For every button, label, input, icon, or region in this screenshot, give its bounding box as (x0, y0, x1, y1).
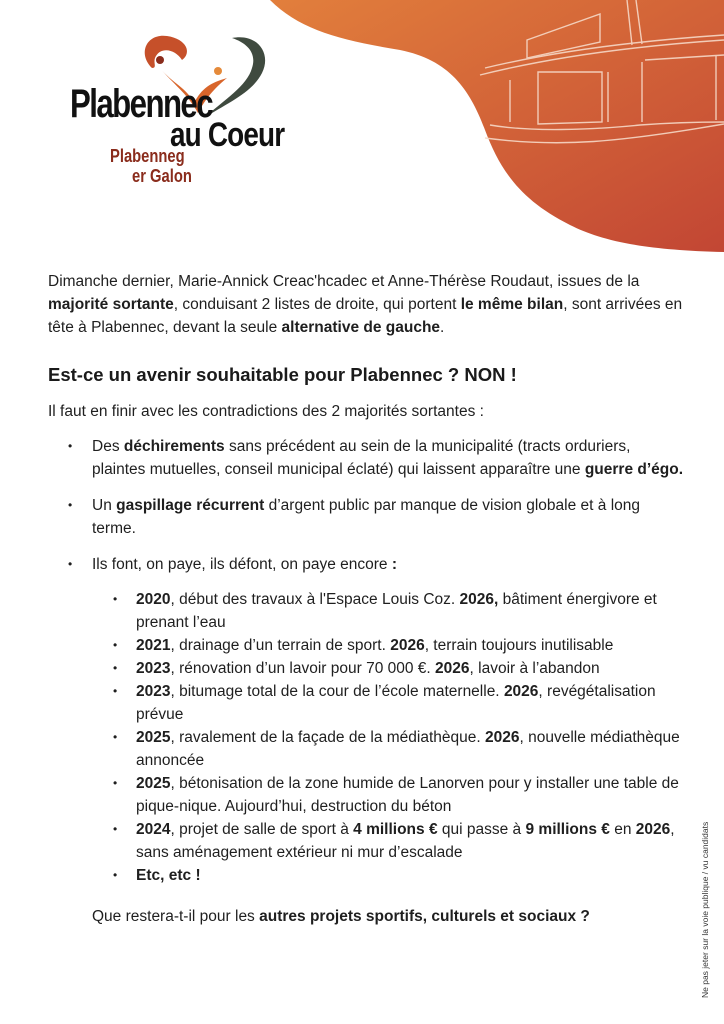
text: . (440, 319, 445, 336)
text: Des (92, 438, 124, 455)
logo-text-plabennec: Plabennec (70, 82, 213, 126)
bold-text: 2026 (390, 637, 425, 654)
bold-text: guerre d’égo. (584, 461, 684, 478)
text: , revégétalisation prévue (136, 683, 656, 723)
text: , sont arrivées en tête à Plabennec, devant la seule (48, 296, 683, 336)
timeline-item (136, 588, 688, 634)
bold-text: majorité sortante (48, 296, 174, 313)
text: d’argent public par manque de vision globale et à long terme. (92, 497, 640, 537)
legal-mention: Ne pas jeter sur la voie publique / vu candidats (700, 821, 710, 998)
bold-text: 4 millions € (353, 821, 438, 838)
logo-text-plabenneg: Plabenneg (110, 146, 185, 166)
text: , lavoir à l’abandon (469, 660, 600, 677)
text: , bétonisation de la zone humide de Lanorven pour y installer une table de pique-nique. Aujourd’hui, destruction du béton (136, 775, 679, 815)
bold-text: le même bilan (460, 296, 564, 313)
text: , projet de salle de sport à (170, 821, 354, 838)
section-title: Est-ce un avenir souhaitable pour Plabennec ? NON ! (48, 364, 517, 385)
timeline-item (136, 864, 688, 887)
closing-question (48, 905, 688, 928)
text: , drainage d’un terrain de sport. (170, 637, 391, 654)
main-list-item-text (92, 556, 397, 573)
text: , conduisant 2 listes de droite, qui portent (173, 296, 461, 313)
bold-text: 2021 (136, 637, 171, 654)
timeline-item (136, 680, 688, 726)
bold-text: 2020 (136, 591, 171, 608)
bold-text: autres projets sportifs, culturels et sociaux ? (259, 908, 590, 925)
lead-paragraph: Il faut en finir avec les contradictions des 2 majorités sortantes : (48, 403, 484, 420)
timeline-item (136, 772, 688, 818)
timeline-list (92, 588, 688, 887)
main-list-item (92, 553, 688, 887)
logo-text-er-galon: er Galon (132, 166, 192, 186)
text: , début des travaux à l'Espace Louis Coz. (170, 591, 460, 608)
text: , ravalement de la façade de la médiathèque. (170, 729, 485, 746)
document-body (48, 270, 688, 928)
bold-text: Etc, etc ! (136, 867, 201, 884)
text: Dimanche dernier, Marie-Annick Creac'hcadec et Anne-Thérèse Roudaut, issues de la (48, 273, 640, 290)
timeline-item (136, 818, 688, 864)
text: Que restera-t-il pour les (92, 908, 260, 925)
bold-text: 9 millions € (525, 821, 610, 838)
bold-text: gaspillage récurrent (116, 497, 265, 514)
text: , rénovation d’un lavoir pour 70 000 €. (170, 660, 436, 677)
bold-text: 2025 (136, 775, 171, 792)
text: en (609, 821, 636, 838)
main-list-item (92, 435, 688, 481)
timeline-item (136, 657, 688, 680)
text: , sans aménagement extérieur ni mur d’escalade (136, 821, 675, 861)
text: Un (92, 497, 117, 514)
text: , terrain toujours inutilisable (424, 637, 614, 654)
text: , bitumage total de la cour de l’école maternelle. (170, 683, 504, 700)
bold-text: : (391, 556, 398, 573)
bold-text: 2026 (635, 821, 671, 838)
bold-text: 2026 (485, 729, 520, 746)
text: , nouvelle médiathèque annoncée (136, 729, 680, 769)
logo (62, 28, 285, 198)
main-list-item (92, 494, 688, 540)
text: bâtiment énergivore et prenant l’eau (136, 591, 657, 631)
main-list (48, 435, 688, 887)
text: qui passe à (437, 821, 526, 838)
timeline-item (136, 634, 688, 657)
bold-text: 2025 (136, 729, 171, 746)
bold-text: déchirements (123, 438, 225, 455)
bold-text: 2026, (459, 591, 499, 608)
text: Ils font, on paye, ils défont, on paye encore (92, 556, 392, 573)
bold-text: 2026 (503, 683, 539, 700)
bold-text: 2023 (136, 683, 171, 700)
intro-paragraph (48, 270, 688, 339)
logo-text-au-coeur: au Coeur (170, 116, 285, 154)
text: sans précédent au sein de la municipalité (tracts orduriers, plaintes mutuelles, conseil municipal éclaté) qui laissent apparaître une (92, 438, 631, 478)
bold-text: 2026 (435, 660, 470, 677)
timeline-item (136, 726, 688, 772)
bold-text: alternative de gauche (281, 319, 441, 336)
bold-text: 2024 (136, 821, 171, 838)
bold-text: 2023 (136, 660, 171, 677)
